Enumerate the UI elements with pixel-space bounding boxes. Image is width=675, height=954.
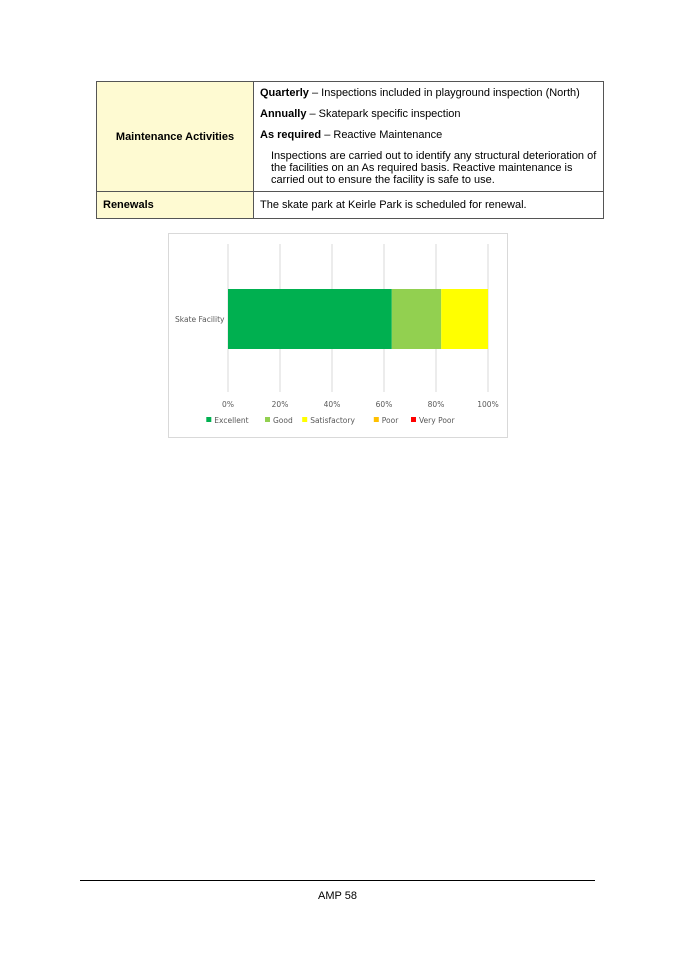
legend-label: Satisfactory	[310, 416, 355, 425]
quarterly-text: – Inspections included in playground inspection (North)	[308, 87, 580, 99]
x-tick-label: 100%	[477, 400, 499, 409]
condition-chart-svg	[169, 234, 507, 437]
legend-label: Poor	[381, 416, 399, 425]
x-tick-label: 20%	[271, 400, 289, 409]
legend-swatch	[302, 417, 307, 422]
legend-swatch	[265, 417, 270, 422]
renewals-row	[97, 192, 604, 219]
maintenance-content	[254, 82, 604, 192]
bar-segment-excellent	[228, 289, 392, 349]
quarterly-term: Quarterly	[260, 87, 309, 99]
maintenance-table	[96, 81, 604, 219]
category-label: Skate Facility	[175, 315, 225, 324]
annually-line	[260, 108, 597, 121]
renewals-label: Renewals	[97, 192, 254, 219]
as-required-term: As required	[260, 129, 322, 141]
maintenance-row	[97, 82, 604, 192]
legend-swatch	[206, 417, 211, 422]
x-tick-label: 60%	[375, 400, 393, 409]
x-tick-label: 0%	[222, 400, 234, 409]
bar-segment-satisfactory	[441, 289, 488, 349]
footer-divider	[80, 880, 595, 881]
legend-swatch	[411, 417, 416, 422]
legend-label: Very Poor	[419, 416, 455, 425]
quarterly-line	[260, 87, 597, 100]
inspection-detail: Inspections are carried out to identify any structural deterioration of the facilities on an As required basis. Reactive maintenance is carried out to ensure the facility is safe to use.	[271, 150, 597, 186]
x-tick-label: 80%	[427, 400, 445, 409]
condition-chart	[168, 233, 508, 438]
legend-label: Good	[273, 416, 293, 425]
annually-term: Annually	[260, 108, 307, 120]
bar-segment-good	[392, 289, 441, 349]
as-required-text: – Reactive Maintenance	[321, 129, 443, 141]
maintenance-label: Maintenance Activities	[97, 82, 254, 192]
x-tick-label: 40%	[323, 400, 341, 409]
renewals-text: The skate park at Keirle Park is scheduled for renewal.	[254, 192, 604, 219]
legend-swatch	[374, 417, 379, 422]
annually-text: – Skatepark specific inspection	[306, 108, 461, 120]
as-required-line	[260, 129, 597, 142]
page-number: AMP 58	[318, 890, 357, 902]
legend-label: Excellent	[214, 416, 249, 425]
